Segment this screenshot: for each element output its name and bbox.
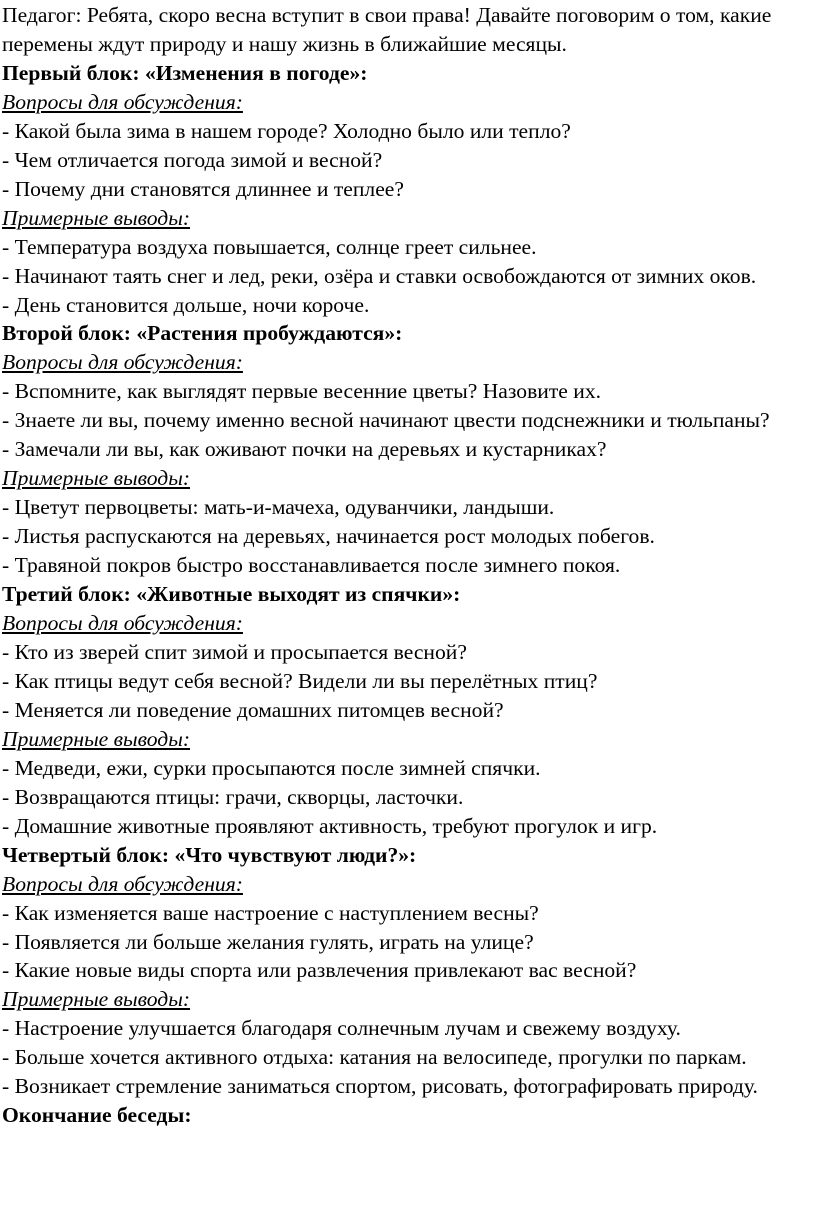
- block-2-heading: Второй блок: «Растения пробуждаются»:: [2, 321, 403, 346]
- block-2-question: - Знаете ли вы, почему именно весной начинают цвести подснежники и тюльпаны?: [2, 408, 770, 433]
- block-1-conclusion: - Начинают таять снег и лед, реки, озёра и ставки освобождаются от зимних оков.: [2, 263, 757, 288]
- block-3-conclusion: - Возвращаются птицы: грачи, скворцы, ласточки.: [2, 784, 464, 809]
- block-3-question: - Как птицы ведут себя весной? Видели ли вы перелётных птиц?: [2, 668, 598, 693]
- block-2-conclusion: - Цветут первоцветы: мать-и-мачеха, одуванчики, ландыши.: [2, 495, 555, 520]
- block-2-conclusions-label: Примерные выводы:: [2, 466, 191, 491]
- ending-heading: Окончание беседы:: [2, 1103, 192, 1128]
- block-4-question: - Как изменяется ваше настроение с наступлением весны?: [2, 900, 539, 925]
- block-2-conclusion: - Травяной покров быстро восстанавливается после зимнего покоя.: [2, 553, 621, 578]
- block-4-conclusion: - Настроение улучшается благодаря солнечным лучам и свежему воздуху.: [2, 1016, 681, 1041]
- block-1-question: - Чем отличается погода зимой и весной?: [2, 147, 383, 172]
- block-1-heading: Первый блок: «Изменения в погоде»:: [2, 60, 368, 85]
- block-3-conclusion: - Домашние животные проявляют активность, требуют прогулок и игр.: [2, 813, 658, 838]
- block-1-conclusion: - День становится дольше, ночи короче.: [2, 292, 370, 317]
- block-1-conclusions-label: Примерные выводы:: [2, 205, 191, 230]
- block-3-questions-label: Вопросы для обсуждения:: [2, 611, 243, 636]
- block-4-heading: Четвертый блок: «Что чувствуют люди?»:: [2, 842, 417, 867]
- block-1-conclusion: - Температура воздуха повышается, солнце греет сильнее.: [2, 234, 537, 259]
- block-1-question: - Какой была зима в нашем городе? Холодно было или тепло?: [2, 118, 571, 143]
- block-4-questions-label: Вопросы для обсуждения:: [2, 871, 243, 896]
- block-3-heading: Третий блок: «Животные выходят из спячки»:: [2, 582, 461, 607]
- block-1-question: - Почему дни становятся длиннее и теплее?: [2, 176, 404, 201]
- block-3-question: - Кто из зверей спит зимой и просыпается весной?: [2, 639, 467, 664]
- intro-paragraph: Педагог: Ребята, скоро весна вступит в свои права! Давайте поговорим о том, какие перемены ждут природу и нашу жизнь в ближайшие месяцы.: [2, 3, 772, 56]
- block-2-conclusion: - Листья распускаются на деревьях, начинается рост молодых побегов.: [2, 524, 655, 549]
- document-page: [2, 1, 814, 1130]
- block-3-conclusion: - Медведи, ежи, сурки просыпаются после зимней спячки.: [2, 755, 541, 780]
- block-4-question: - Появляется ли больше желания гулять, играть на улице?: [2, 929, 534, 954]
- block-4-question: - Какие новые виды спорта или развлечения привлекают вас весной?: [2, 958, 637, 983]
- block-1-questions-label: Вопросы для обсуждения:: [2, 89, 243, 114]
- block-2-question: - Замечали ли вы, как оживают почки на деревьях и кустарниках?: [2, 437, 607, 462]
- block-2-question: - Вспомните, как выглядят первые весенние цветы? Назовите их.: [2, 379, 602, 404]
- block-4-conclusions-label: Примерные выводы:: [2, 987, 191, 1012]
- block-4-conclusion: - Больше хочется активного отдыха: катания на велосипеде, прогулки по паркам.: [2, 1045, 747, 1070]
- block-2-questions-label: Вопросы для обсуждения:: [2, 350, 243, 375]
- block-3-question: - Меняется ли поведение домашних питомцев весной?: [2, 697, 504, 722]
- block-4-conclusion: - Возникает стремление заниматься спортом, рисовать, фотографировать природу.: [2, 1074, 758, 1099]
- block-3-conclusions-label: Примерные выводы:: [2, 726, 191, 751]
